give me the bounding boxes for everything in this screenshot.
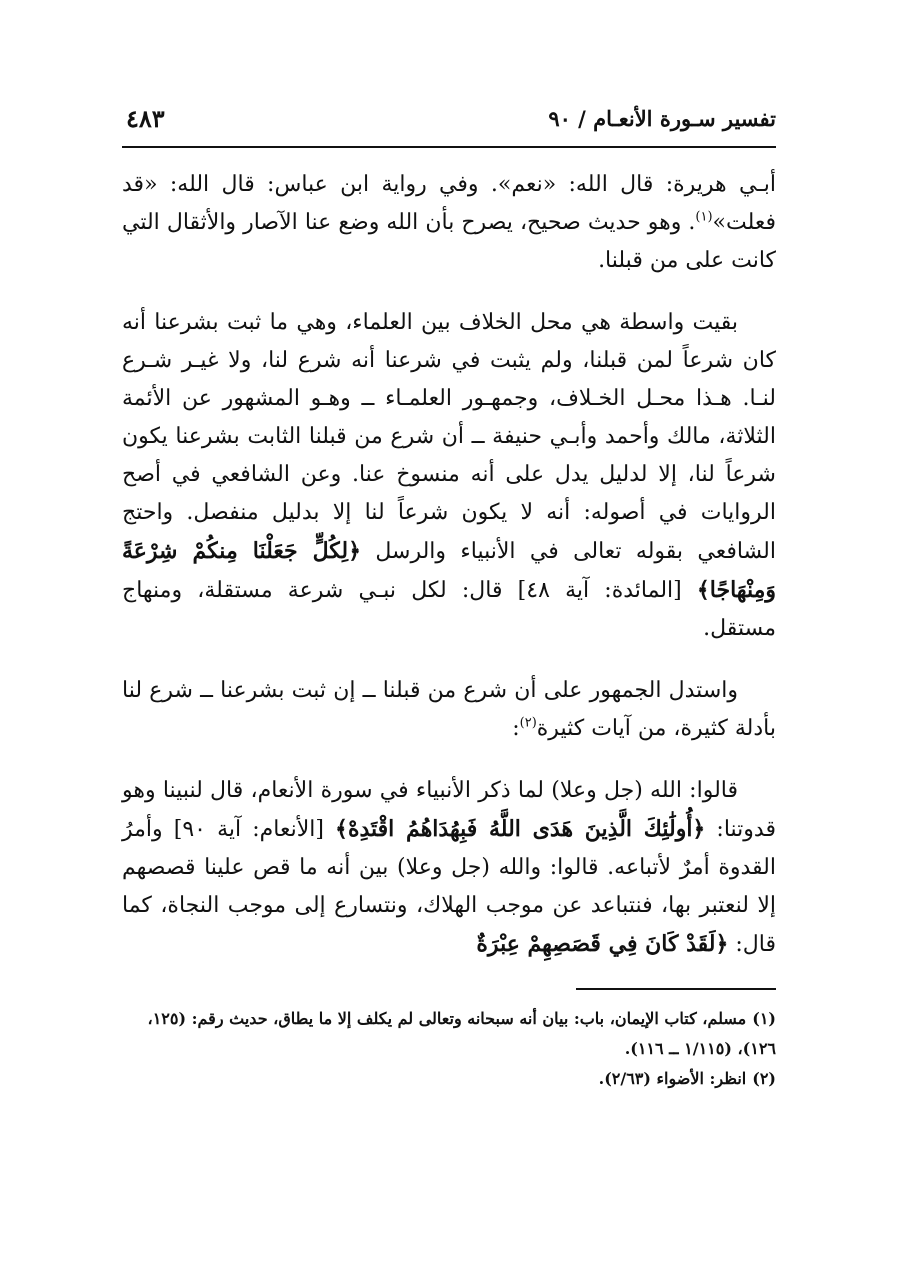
running-title: تفسير سـورة الأنعـام / ٩٠ — [548, 106, 776, 131]
footnote-divider — [576, 988, 776, 990]
footnote-1-text: مسلم، كتاب الإيمان، باب: بيان أنه سبحانه وتعالى لم يكلف إلا ما يطاق، حديث رقم: (١٢٥، ١٢٦)، (١/١١٥ ــ ١١٦). — [147, 1009, 776, 1058]
footnote-1 — [122, 1004, 776, 1064]
paragraph-3-text-b: : — [512, 716, 520, 741]
main-text — [122, 166, 776, 964]
paragraph-4 — [122, 772, 776, 964]
paragraph-2-text-b: [المائدة: آية ٤٨] قال: لكل نبـي شرعة مستقلة، ومنهاج مستقل. — [122, 578, 776, 641]
paragraph-4-text-b: [الأنعام: آية ٩٠] وأمرُ القدوة أمرٌ لأتباعه. قالوا: والله (جل وعلا) بين أنه ما قص علينا قصصهم إلا لنعتبر بها، فنتباعد عن موجب الهلاك، ونتسارع إلى موجب النجاة، كما قال: — [122, 817, 776, 957]
footnote-ref-1: (١) — [695, 209, 713, 225]
paragraph-2-text-a: بقيت واسطة هي محل الخلاف بين العلماء، وهي ما ثبت بشرعنا أنه كان شرعاً لمن قبلنا، ولم يثبت في شرعنا أنه شرع لنا، ولا غيـر شـرع لنـا. هـذا محـل الخـلاف، وجمهـور العلمـاء ــ وهـو المشهور عن الأئمة الثلاثة، مالك وأحمد وأبـي حنيفة ــ أن شرع من قبلنا الثابت بشرعنا يكون شرعاً لنا، إلا لدليل يدل على أنه منسوخ عنا. وعن الشافعي في أصح الروايات في أصوله: أنه لا يكون شرعاً لنا إلا بدليل منفصل. واحتج الشافعي بقوله تعالى في الأنبياء والرسل — [122, 310, 776, 564]
paragraph-1-text-b: . وهو حديث صحيح، يصرح بأن الله وضع عنا الآصار والأثقال التي كانت على من قبلنا. — [122, 210, 776, 273]
footnote-2-text: انظر: الأضواء (٢/٦٣). — [598, 1069, 747, 1088]
footnote-2-number: (٢) — [752, 1069, 776, 1088]
quran-verse-anam-90: ﴿أُولَٰئِكَ الَّذِينَ هَدَى اللَّهُ فَبِهُدَاهُمُ اقْتَدِهْ﴾ — [335, 816, 706, 842]
paragraph-2 — [122, 304, 776, 648]
page-number: ٤٨٣ — [126, 104, 165, 133]
paragraph-3-text-a: واستدل الجمهور على أن شرع من قبلنا ــ إن ثبت بشرعنا ــ شرع لنا بأدلة كثيرة، من آيات كثيرة — [122, 678, 776, 741]
paragraph-1 — [122, 166, 776, 280]
quran-verse-yusuf-111: ﴿لَقَدْ كَانَ فِي قَصَصِهِمْ عِبْرَةٌ — [476, 931, 729, 957]
book-page — [122, 100, 776, 1180]
footnote-1-number: (١) — [752, 1009, 776, 1028]
page-header — [122, 100, 776, 148]
footnotes — [122, 1004, 776, 1094]
paragraph-3 — [122, 672, 776, 748]
footnote-2 — [122, 1064, 776, 1094]
paragraph-4-text-a: قالوا: الله (جل وعلا) لما ذكر الأنبياء في سورة الأنعام، قال لنبينا وهو قدوتنا: — [122, 778, 776, 842]
paragraph-1-text-a: أبـي هريرة: قال الله: «نعم». وفي رواية ابن عباس: قال الله: «قد فعلت» — [122, 172, 776, 235]
footnote-ref-2: (٢) — [519, 715, 537, 731]
quran-verse-maidah-48: ﴿لِكُلٍّ جَعَلْنَا مِنكُمْ شِرْعَةً وَمِنْهَاجًا﴾ — [122, 538, 776, 603]
